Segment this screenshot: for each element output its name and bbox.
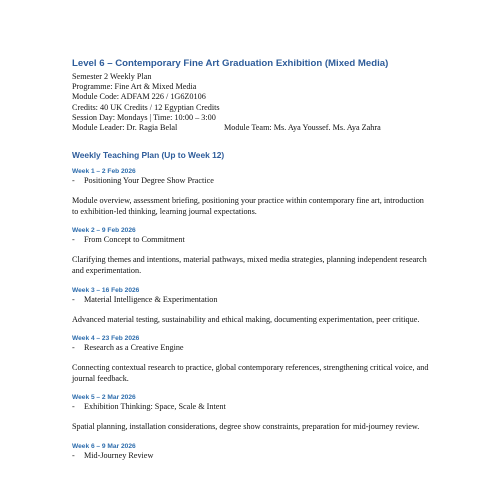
week-item (72, 286, 432, 326)
week-topic (72, 176, 432, 186)
week-item (72, 226, 432, 276)
week-description: Clarifying themes and intentions, material pathways, mixed media strategies, planning independent research and experimentation. (72, 255, 427, 275)
bullet-dash: - (72, 450, 75, 460)
week-label: Week 3 – 16 Feb 2026 (72, 286, 140, 294)
week-description: Advanced material testing, sustainability and ethical making, documenting experimentation, peer critique. (72, 314, 420, 324)
week-topic (72, 402, 432, 412)
week-topic-text: Positioning Your Degree Show Practice (84, 176, 214, 186)
week-description: Module overview, assessment briefing, positioning your practice within contemporary fine art, introduction to exhibition-led thinking, learning journal expectations. (72, 196, 424, 216)
week-item (72, 393, 432, 433)
week-topic-text: Research as a Creative Engine (84, 343, 184, 353)
bullet-dash: - (72, 402, 75, 412)
week-label: Week 5 – 2 Mar 2026 (72, 394, 136, 402)
semester-line: Semester 2 Weekly Plan (72, 72, 152, 81)
week-topic-text: Material Intelligence & Experimentation (84, 294, 218, 304)
week-topic-text: Mid-Journey Review (84, 450, 154, 460)
week-description: Connecting contextual research to practice, global contemporary references, strengthening critical voice, and journal feedback. (72, 363, 429, 383)
bullet-dash: - (72, 343, 75, 353)
module-details (72, 72, 432, 133)
module-team: Module Team: Ms. Aya Youssef. Ms. Aya Zahra (224, 123, 381, 133)
module-code-line: Module Code: ADFAM 226 / 1G6Z0106 (72, 92, 206, 102)
week-label: Week 1 – 2 Feb 2026 (72, 168, 136, 176)
week-topic (72, 295, 432, 305)
week-label: Week 4 – 23 Feb 2026 (72, 335, 140, 343)
week-item (72, 442, 432, 461)
staff-line (72, 123, 432, 133)
session-line: Session Day: Mondays | Time: 10:00 – 3:00 (72, 112, 216, 122)
week-item (72, 167, 432, 217)
week-label: Week 2 – 9 Feb 2026 (72, 227, 136, 235)
week-list (72, 167, 432, 461)
week-topic (72, 343, 432, 353)
bullet-dash: - (72, 235, 75, 245)
section-heading: Weekly Teaching Plan (Up to Week 12) (72, 150, 225, 161)
week-description: Spatial planning, installation considerations, degree show constraints, preparation for mid-journey review. (72, 422, 420, 432)
week-item (72, 334, 432, 384)
document-page (72, 58, 432, 471)
week-topic-text: From Concept to Commitment (84, 235, 185, 245)
module-leader: Module Leader: Dr. Ragia Belal (72, 123, 178, 133)
week-topic (72, 235, 432, 245)
week-topic (72, 451, 432, 461)
week-label: Week 6 – 9 Mar 2026 (72, 442, 136, 450)
credits-line: Credits: 40 UK Credits / 12 Egyptian Credits (72, 102, 220, 112)
bullet-dash: - (72, 294, 75, 304)
programme-line: Programme: Fine Art & Mixed Media (72, 82, 197, 92)
week-topic-text: Exhibition Thinking: Space, Scale & Intent (84, 402, 226, 412)
document-title: Level 6 – Contemporary Fine Art Graduation Exhibition (Mixed Media) (72, 58, 389, 69)
bullet-dash: - (72, 176, 75, 186)
